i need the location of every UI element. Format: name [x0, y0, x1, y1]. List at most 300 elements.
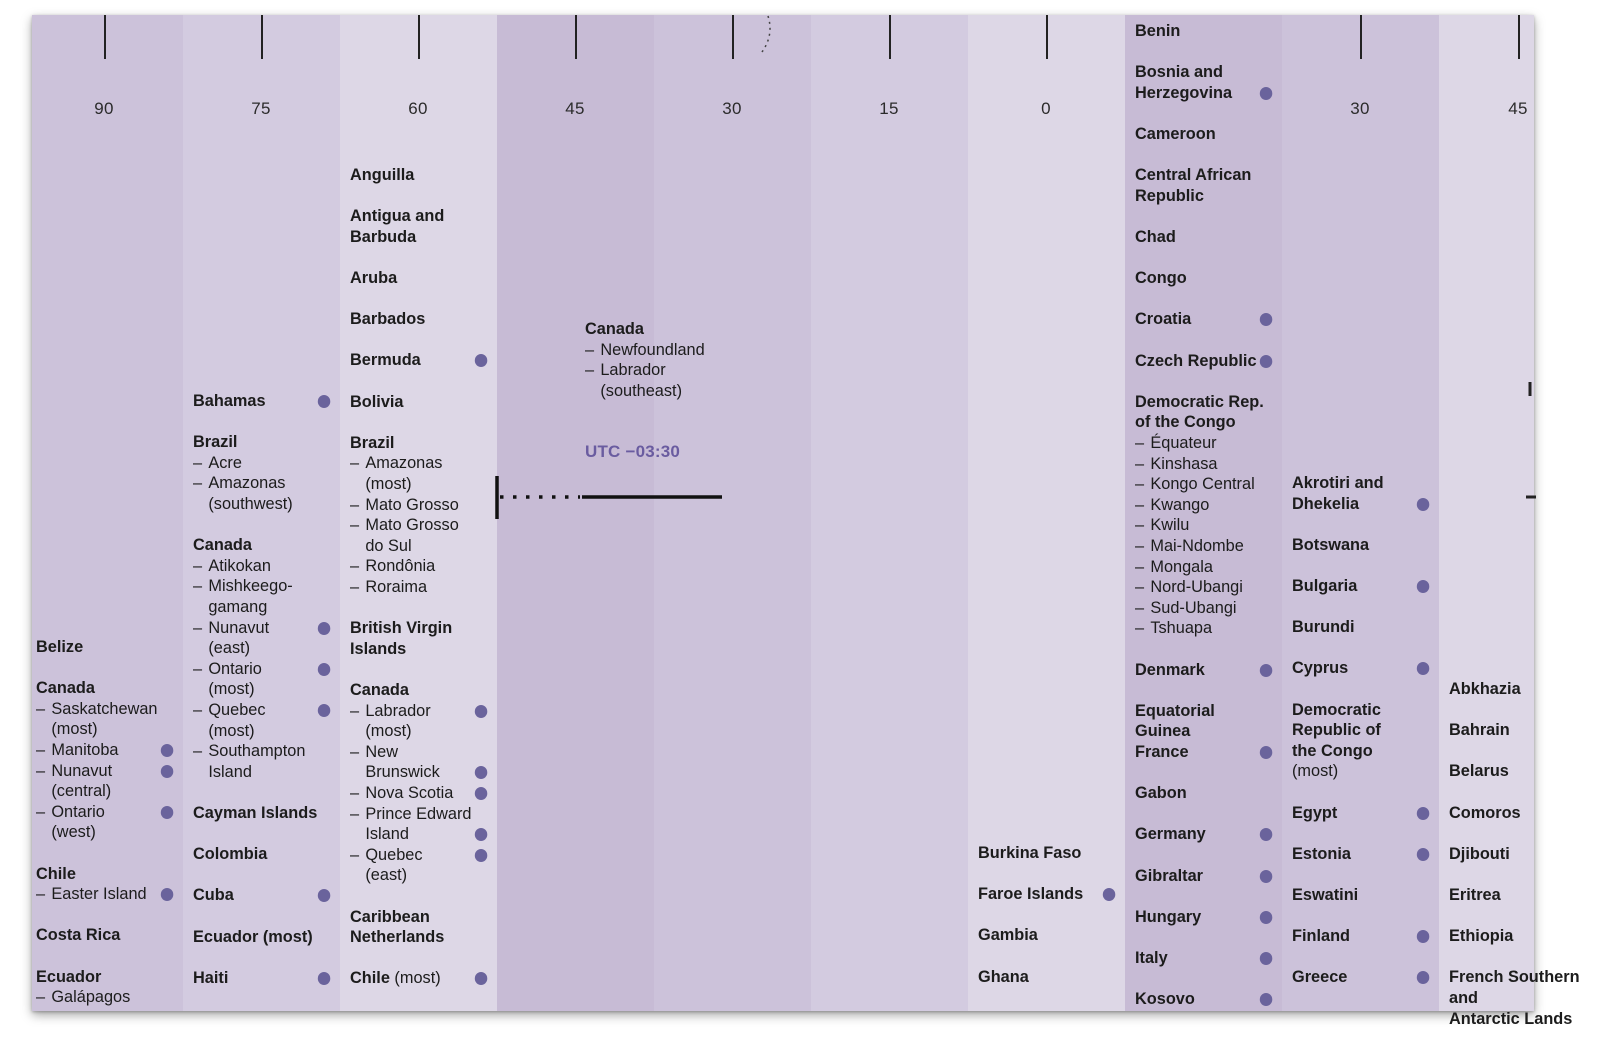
country-qualifier: (most): [389, 968, 441, 988]
axis-tick-label: 30: [1350, 99, 1370, 118]
country-name: [978, 884, 1115, 905]
region-name-continued: [36, 822, 173, 843]
country-name: [193, 803, 330, 824]
region-item: [350, 453, 487, 474]
region-item: [36, 884, 173, 905]
dst-dot-icon: [475, 972, 487, 985]
dst-dot-icon: [1417, 971, 1429, 984]
dst-dot-icon: [161, 744, 173, 757]
dash-icon: –: [193, 473, 203, 493]
region-name: Amazonas: [365, 453, 443, 473]
region-name: gamang: [208, 596, 268, 616]
country-name-text: Democratic Rep.: [1135, 391, 1264, 411]
country-name-text: Antigua and: [350, 206, 445, 226]
country-entry: [1292, 844, 1429, 865]
country-name: [193, 391, 330, 412]
country-name-text: Abkhazia: [1449, 679, 1521, 698]
country-entry: [36, 925, 173, 946]
dash-icon: –: [36, 739, 46, 759]
country-name-text: Equatorial Guinea: [1135, 700, 1215, 741]
country-name-text: Antarctic Lands: [1449, 1008, 1573, 1028]
country-name-continued: [350, 639, 487, 660]
dst-dot-icon: [1260, 87, 1272, 100]
country-name-text: France: [1135, 742, 1189, 761]
country-entry: [1135, 165, 1272, 206]
dash-icon: –: [1135, 577, 1145, 597]
country-entry: [1135, 866, 1272, 887]
country-entry: [1135, 21, 1272, 42]
region-name: Ontario: [208, 658, 262, 678]
axis-tick: [889, 15, 891, 59]
country-entry: [350, 165, 487, 186]
country-entry: [978, 925, 1115, 946]
country-name-text: Akrotiri and: [1292, 473, 1384, 492]
country-name-text: Aruba: [350, 268, 398, 287]
country-name-text: Bermuda: [350, 350, 421, 370]
country-name-text: Bahrain: [1449, 720, 1510, 740]
country-name-text: Ecuador: [36, 966, 102, 986]
country-name-continued: [1292, 494, 1429, 515]
dash-icon: –: [1135, 556, 1145, 576]
dst-dot-icon: [161, 888, 173, 901]
region-name: Nunavut: [51, 760, 113, 780]
country-entry: [350, 433, 487, 598]
country-name: [1135, 124, 1272, 145]
dash-icon: –: [193, 658, 203, 678]
country-name: [350, 350, 487, 371]
country-name: [350, 206, 487, 227]
offset-marker: [494, 475, 764, 555]
dst-dot-icon: [318, 704, 330, 717]
country-entry: [193, 885, 330, 906]
country-name-continued: [1135, 412, 1272, 433]
region-item: [36, 761, 173, 782]
dst-dot-icon: [318, 889, 330, 902]
region-name: Quebec: [365, 844, 423, 864]
region-item: [36, 740, 173, 761]
country-entry: [1292, 967, 1429, 988]
country-name: [193, 927, 330, 948]
dst-dot-icon: [475, 766, 487, 779]
country-name-text: Bahamas: [193, 391, 266, 410]
axis-tick: [1360, 15, 1362, 59]
dash-icon: –: [1135, 535, 1145, 555]
region-name: (west): [51, 822, 96, 842]
country-entry: [1135, 268, 1272, 289]
country-name: [1449, 844, 1586, 865]
country-entry: [193, 968, 330, 989]
region-item: [1135, 515, 1272, 536]
region-name-continued: [193, 762, 330, 783]
region-name: Kwango: [1150, 494, 1210, 514]
country-name-text: Congo: [1135, 268, 1187, 288]
region-name: (southeast): [600, 380, 683, 400]
country-entry: [193, 432, 330, 514]
country-name-text: Ghana: [978, 966, 1029, 986]
dst-dot-icon: [1260, 993, 1272, 1006]
country-entry: [36, 678, 173, 843]
country-entry: [1292, 803, 1429, 824]
region-item: [1135, 454, 1272, 475]
country-name-text: Burundi: [1292, 617, 1355, 637]
region-item: [1135, 598, 1272, 619]
region-name: Saskatchewan: [51, 698, 158, 718]
country-name-text: Ethiopia: [1449, 926, 1514, 946]
region-name: (most): [208, 720, 255, 740]
country-entry: [193, 927, 330, 948]
region-item: [1135, 618, 1272, 639]
country-name: [1449, 761, 1586, 782]
dash-icon: –: [1135, 597, 1145, 617]
country-name: [978, 967, 1115, 988]
country-entry: [1135, 660, 1272, 681]
region-name: Mongala: [1150, 556, 1213, 576]
country-name: [1449, 926, 1586, 947]
region-item: [1135, 474, 1272, 495]
country-name-text: British Virgin: [350, 618, 453, 638]
country-name-text: Italy: [1135, 948, 1168, 967]
country-name: [1135, 866, 1272, 887]
country-entry: [1292, 885, 1429, 906]
country-entry: [36, 864, 173, 905]
utc-offset-label: UTC −03:30: [585, 442, 681, 461]
region-item: [36, 699, 173, 720]
region-item: [350, 845, 487, 866]
country-name-text: Chile: [36, 863, 76, 883]
region-name-continued: [193, 638, 330, 659]
axis-tick: [1518, 15, 1520, 59]
country-name: [1449, 720, 1586, 741]
dash-icon: –: [1135, 618, 1145, 638]
region-item: [585, 360, 722, 381]
dash-icon: –: [1135, 474, 1145, 494]
region-name-continued: [193, 494, 330, 515]
dst-dot-icon: [1260, 870, 1272, 883]
country-entry: [978, 967, 1115, 988]
country-name: [1135, 392, 1272, 413]
country-name: [1135, 742, 1272, 763]
dash-icon: –: [36, 698, 46, 718]
axis-tick: [104, 15, 106, 59]
region-item: [36, 987, 173, 1008]
dash-icon: –: [350, 782, 360, 802]
region-name-continued: [193, 721, 330, 742]
country-name: [1135, 907, 1272, 928]
country-name-text: Gabon: [1135, 783, 1187, 803]
dst-dot-icon: [1260, 911, 1272, 924]
country-entry: [1449, 885, 1586, 906]
dst-dot-icon: [318, 972, 330, 985]
country-entry: [350, 618, 487, 659]
country-name-text: Finland: [1292, 926, 1351, 946]
region-name: Sud-Ubangi: [1150, 597, 1237, 617]
region-name: (east): [208, 638, 251, 658]
country-name-text: Botswana: [1292, 534, 1370, 554]
country-name-text: Bolivia: [350, 391, 404, 411]
dst-dot-icon: [475, 828, 487, 841]
country-name: [1135, 660, 1272, 681]
dash-icon: –: [350, 494, 360, 514]
country-entry: [1135, 948, 1272, 969]
dst-dot-icon: [318, 663, 330, 676]
dash-icon: –: [36, 987, 46, 1007]
region-name: Island: [208, 761, 252, 781]
country-entry: [350, 350, 487, 371]
country-name-continued: [1292, 720, 1429, 741]
country-name-text: Bosnia and: [1135, 62, 1223, 82]
country-name-continued: [1449, 1009, 1586, 1030]
dash-icon: –: [1135, 494, 1145, 514]
region-name: New: [365, 741, 399, 761]
country-qualifier-text: (most): [1292, 761, 1339, 781]
dash-icon: –: [193, 699, 203, 719]
country-name-text: Kosovo: [1135, 989, 1195, 1009]
dash-icon: –: [350, 741, 360, 761]
region-name: Roraima: [365, 576, 428, 596]
axis-tick-label: 90: [94, 99, 114, 118]
country-name: [1135, 309, 1272, 330]
country-entry: [1292, 658, 1429, 679]
region-item: [350, 556, 487, 577]
region-name-continued: [36, 719, 173, 740]
timezone-band: [32, 15, 183, 1011]
axis-tick-label: 75: [251, 99, 271, 118]
country-name: [1292, 844, 1429, 865]
region-item: [193, 473, 330, 494]
axis-tick-label: 0: [1041, 99, 1051, 118]
country-name: [36, 864, 173, 885]
country-name-text: Czech Republic: [1135, 350, 1257, 370]
country-name: [1292, 885, 1429, 906]
region-name: Mato Grosso: [365, 494, 459, 514]
country-entry: [350, 907, 487, 948]
region-item: [585, 340, 722, 361]
country-name-text: Central African: [1135, 165, 1252, 185]
dst-dot-icon: [1260, 828, 1272, 841]
region-item: [350, 577, 487, 598]
dst-dot-icon: [1260, 664, 1272, 677]
country-entry: [978, 884, 1115, 905]
country-entry: [350, 392, 487, 413]
country-entry: [1135, 124, 1272, 145]
country-name-continued: [1292, 741, 1429, 762]
country-name-text: Eritrea: [1449, 885, 1501, 904]
region-name: Galápagos: [51, 987, 131, 1007]
timezone-band: [811, 15, 968, 1011]
dst-dot-icon: [1260, 313, 1272, 326]
region-name: (southwest): [208, 493, 293, 513]
region-name: Ontario: [51, 801, 105, 821]
region-name: Mishkeego-: [208, 576, 293, 596]
country-name-text: Benin: [1135, 21, 1181, 40]
country-name: [1135, 701, 1272, 742]
country-name: [1292, 576, 1429, 597]
country-name: [350, 907, 487, 928]
country-name: [1292, 967, 1429, 988]
dst-dot-icon: [1417, 498, 1429, 511]
region-name-continued: [350, 865, 487, 886]
region-name: Labrador: [365, 700, 431, 720]
country-name: [1135, 351, 1272, 372]
region-item: [193, 453, 330, 474]
dst-dot-icon: [1260, 355, 1272, 368]
region-name-continued: [350, 721, 487, 742]
region-item: [1135, 536, 1272, 557]
country-name-continued: [1135, 186, 1272, 207]
country-name-continued: [350, 227, 487, 248]
country-name: [36, 637, 173, 658]
dash-icon: –: [193, 555, 203, 575]
dst-dot-icon: [1417, 662, 1429, 675]
region-name: Island: [365, 824, 409, 844]
country-name: [1292, 473, 1429, 494]
country-entry: [1449, 679, 1586, 700]
country-name-text: Gambia: [978, 925, 1038, 945]
region-name: Prince Edward: [365, 803, 472, 823]
dash-icon: –: [193, 617, 203, 637]
country-name: [193, 885, 330, 906]
country-name: [1292, 658, 1429, 679]
region-name-continued: [350, 474, 487, 495]
country-name: [978, 843, 1115, 864]
country-name-text: Netherlands: [350, 927, 445, 947]
country-name-text: Caribbean: [350, 906, 430, 926]
dotted-arc-path: [762, 16, 770, 52]
region-item: [350, 742, 487, 763]
country-entry: [193, 391, 330, 412]
country-name-text: Haiti: [193, 967, 229, 987]
country-name-text: Chad: [1135, 227, 1176, 246]
region-name: Manitoba: [51, 739, 119, 759]
region-item: [350, 783, 487, 804]
region-name-continued: [36, 781, 173, 802]
country-name-text: Cyprus: [1292, 658, 1349, 678]
region-name: do Sul: [365, 535, 412, 555]
country-name: [1449, 679, 1586, 700]
country-entry: [1449, 761, 1586, 782]
country-name-text: Estonia: [1292, 843, 1351, 863]
country-name-continued: [350, 927, 487, 948]
region-name: Nunavut: [208, 617, 270, 637]
country-name-text: Anguilla: [350, 165, 415, 184]
country-entry: [1135, 783, 1272, 804]
country-entry: [1135, 824, 1272, 845]
country-name-text: Faroe Islands: [978, 884, 1084, 904]
country-name-text: Cayman Islands: [193, 803, 318, 822]
dst-dot-icon: [475, 705, 487, 718]
region-name: Labrador: [600, 360, 666, 380]
country-entry: [1292, 576, 1429, 597]
dash-icon: –: [193, 452, 203, 472]
region-name: Nova Scotia: [365, 782, 454, 802]
country-name: [1292, 926, 1429, 947]
country-entry: [585, 319, 722, 401]
region-name: Southampton: [208, 741, 306, 761]
axis-tick: [575, 15, 577, 59]
country-name: [193, 535, 330, 556]
country-name: [350, 968, 487, 989]
country-entry: [1292, 700, 1429, 782]
country-name-continued: [1135, 83, 1272, 104]
region-item: [1135, 433, 1272, 454]
country-name: [1292, 700, 1429, 721]
country-entry: [1135, 351, 1272, 372]
country-name: [1135, 21, 1272, 42]
region-name: (central): [51, 781, 112, 801]
country-entry: [1135, 62, 1272, 103]
country-entry: [1449, 926, 1586, 947]
dash-icon: –: [193, 741, 203, 761]
dst-dot-icon: [318, 395, 330, 408]
country-entry: [1135, 989, 1272, 1010]
axis-tick-label: 15: [879, 99, 899, 118]
country-name-text: Denmark: [1135, 659, 1205, 679]
dst-dot-icon: [475, 354, 487, 367]
axis-tick-label: 45: [1508, 99, 1528, 118]
region-item: [193, 576, 330, 597]
country-name-text: Brazil: [193, 432, 238, 452]
country-name-text: Herzegovina: [1135, 82, 1233, 102]
region-item: [193, 741, 330, 762]
country-name-text: Belarus: [1449, 761, 1509, 781]
axis-tick: [418, 15, 420, 59]
dst-dot-icon: [318, 622, 330, 635]
dst-dot-icon: [475, 787, 487, 800]
country-entry: [1135, 701, 1272, 742]
region-name: Équateur: [1150, 432, 1217, 452]
country-name-text: Germany: [1135, 824, 1206, 844]
country-entry: [36, 967, 173, 1008]
country-entry: [350, 206, 487, 247]
country-name-text: Belize: [36, 637, 84, 656]
country-name: [350, 165, 487, 186]
country-entry: [193, 844, 330, 865]
region-name-continued: [350, 762, 487, 783]
country-name-text: Republic of: [1292, 720, 1381, 740]
country-name: [1135, 62, 1272, 83]
country-name: [193, 844, 330, 865]
region-name-continued: [193, 679, 330, 700]
country-name: [1449, 967, 1586, 1008]
dash-icon: –: [350, 453, 360, 473]
country-name: [585, 319, 722, 340]
region-name-continued: [350, 536, 487, 557]
country-name-text: Eswatini: [1292, 885, 1359, 904]
country-name-text: Egypt: [1292, 802, 1338, 822]
region-item: [36, 802, 173, 823]
timezone-chart-sheet: [32, 15, 1580, 1028]
country-name: [350, 433, 487, 454]
country-name-text: Canada: [193, 535, 252, 555]
region-name: Quebec: [208, 699, 266, 719]
region-item: [350, 701, 487, 722]
country-name-text: Hungary: [1135, 906, 1202, 926]
country-entry: [1135, 907, 1272, 928]
country-entry: [350, 680, 487, 886]
country-name-text: of the Congo: [1135, 412, 1236, 432]
axis-tick: [732, 15, 734, 59]
dash-icon: –: [350, 576, 360, 596]
region-name: (most): [208, 679, 255, 699]
dash-icon: –: [350, 700, 360, 720]
region-item: [193, 556, 330, 577]
axis-tick: [261, 15, 263, 59]
country-name-text: Gibraltar: [1135, 865, 1204, 885]
country-name-text: Cameroon: [1135, 124, 1216, 143]
country-name-text: Colombia: [193, 844, 268, 864]
country-name-text: Islands: [350, 638, 407, 658]
country-name-text: Barbados: [350, 309, 426, 329]
